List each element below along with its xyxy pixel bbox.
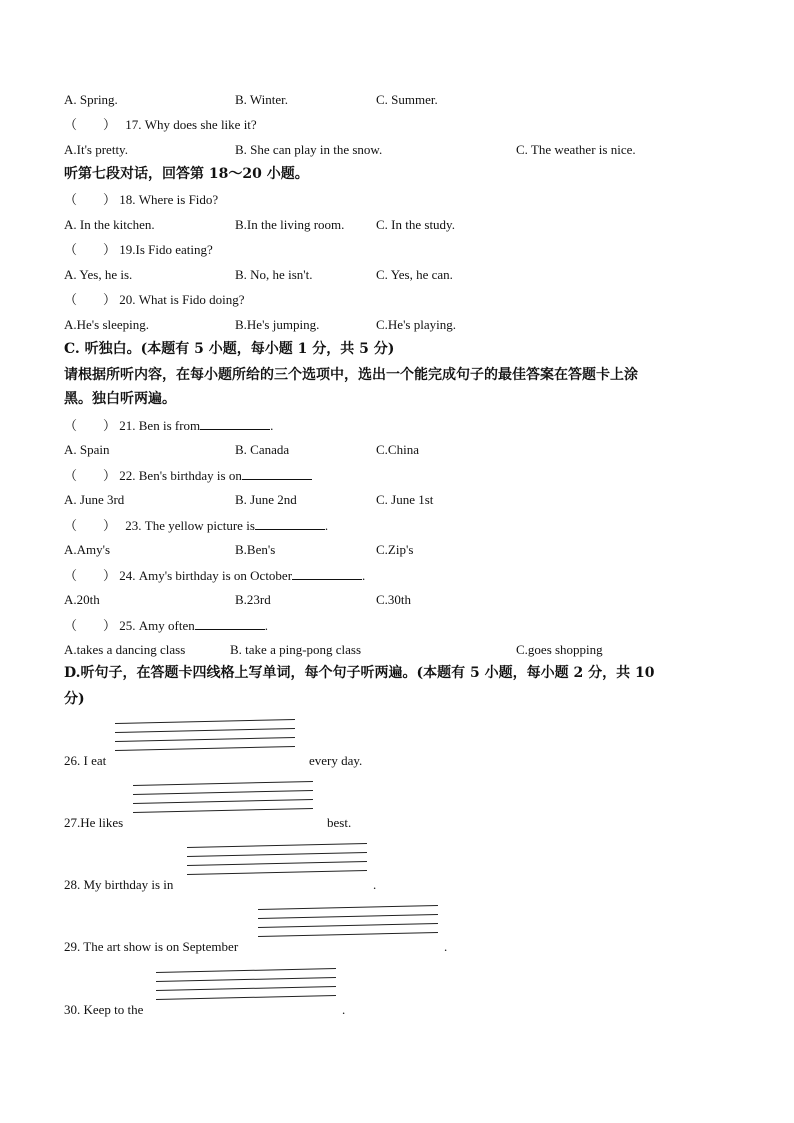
answer-blank (200, 417, 270, 430)
q16-option-b: B. Winter. (235, 92, 289, 107)
question-26-before: 26. I eat (64, 753, 107, 768)
section-d-heading: D.听句子，在答题卡四线格上写单词，每个句子听两遍。(本题有 5 小题，每小题 2 分，共 10 (64, 665, 655, 681)
question-29-after: . (444, 939, 448, 954)
q18-option-a: A. In the kitchen. (64, 217, 155, 232)
question-text: 25. Amy often (119, 618, 195, 633)
q16-option-c: C. Summer. (376, 92, 438, 107)
punctuation: . (362, 568, 366, 583)
q22-option-b: B. June 2nd (235, 492, 297, 507)
question-28-before: 28. My birthday is in (64, 877, 174, 892)
section-c-instructions: 请根据所听内容，在每小题所给的三个选项中，选出一个能完成句子的最佳答案在答题卡上涂 (64, 367, 638, 383)
question-30-before: 30. Keep to the (64, 1002, 144, 1017)
question-text: 19.Is Fido eating? (119, 242, 213, 257)
q17-option-c: C. The weather is nice. (516, 142, 636, 157)
q16-option-a: A. Spring. (64, 92, 118, 107)
q20-option-b: B.He's jumping. (235, 317, 320, 332)
q25-option-c: C.goes shopping (516, 642, 603, 657)
q18-option-c: C. In the study. (376, 217, 455, 232)
question-26-after: every day. (309, 753, 363, 768)
q23-option-a: A.Amy's (64, 542, 111, 557)
question-text: 18. Where is Fido? (119, 192, 219, 207)
q17-option-b: B. She can play in the snow. (235, 142, 383, 157)
q19-option-a: A. Yes, he is. (64, 267, 133, 282)
q24-option-b: B.23rd (235, 592, 271, 607)
q24-option-c: C.30th (376, 592, 412, 607)
question-30-after: . (342, 1002, 346, 1017)
question-text: 23. The yellow picture is (125, 518, 255, 533)
question-text: 21. Ben is from (119, 418, 201, 433)
answer-paren: （ ） (64, 242, 117, 257)
q21-option-b: B. Canada (235, 442, 290, 457)
question-text: 24. Amy's birthday is on October (119, 568, 293, 583)
question-28-after: . (373, 877, 377, 892)
section-d-heading-cont: 分) (64, 691, 85, 707)
q25-option-b: B. take a ping-pong class (230, 642, 362, 657)
answer-paren: （ ） (64, 618, 117, 633)
q17-option-a: A.It's pretty. (64, 142, 128, 157)
question-19 (64, 242, 213, 258)
question-22 (64, 467, 312, 484)
question-text: 17. Why does she like it? (125, 117, 257, 132)
q20-option-c: C.He's playing. (376, 317, 456, 332)
answer-paren: （ ） (64, 192, 117, 207)
punctuation: . (324, 518, 329, 533)
question-27-after: best. (327, 815, 352, 830)
answer-paren: （ ） (64, 468, 117, 483)
q21-option-a: A. Spain (64, 442, 110, 457)
q22-option-a: A. June 3rd (64, 492, 125, 507)
question-17 (64, 117, 257, 133)
question-18 (64, 192, 218, 208)
question-text: 20. What is Fido doing? (119, 292, 245, 307)
q24-option-a: A.20th (64, 592, 100, 607)
answer-blank (292, 567, 362, 580)
question-24 (64, 567, 365, 584)
section-c-heading: C. 听独白。(本题有 5 小题，每小题 1 分，共 5 分) (64, 341, 395, 357)
q19-option-b: B. No, he isn't. (235, 267, 313, 282)
question-23 (64, 517, 328, 534)
question-text: 22. Ben's birthday is on (119, 468, 242, 483)
section-7-heading: 听第七段对话，回答第 18～20 小题。 (64, 166, 309, 182)
answer-blank (195, 617, 265, 630)
question-25 (64, 617, 268, 634)
q23-option-c: C.Zip's (376, 542, 414, 557)
section-c-instructions-cont: 黑。独白听两遍。 (64, 391, 176, 407)
answer-blank (242, 467, 312, 480)
q18-option-b: B.In the living room. (235, 217, 345, 232)
q19-option-c: C. Yes, he can. (376, 267, 453, 282)
answer-blank (255, 517, 325, 530)
answer-paren: （ ） (64, 518, 117, 533)
answer-paren: （ ） (64, 418, 117, 433)
question-21 (64, 417, 273, 434)
answer-paren: （ ） (64, 292, 117, 307)
punctuation: . (264, 618, 268, 633)
answer-paren: （ ） (64, 117, 117, 132)
q21-option-c: C.China (376, 442, 419, 457)
q23-option-b: B.Ben's (235, 542, 276, 557)
q25-option-a: A.takes a dancing class (64, 642, 186, 657)
q20-option-a: A.He's sleeping. (64, 317, 150, 332)
q22-option-c: C. June 1st (376, 492, 434, 507)
punctuation: . (270, 418, 274, 433)
question-29-before: 29. The art show is on September (64, 939, 239, 954)
answer-paren: （ ） (64, 568, 117, 583)
question-20 (64, 292, 245, 308)
question-27-before: 27.He likes (64, 815, 124, 830)
